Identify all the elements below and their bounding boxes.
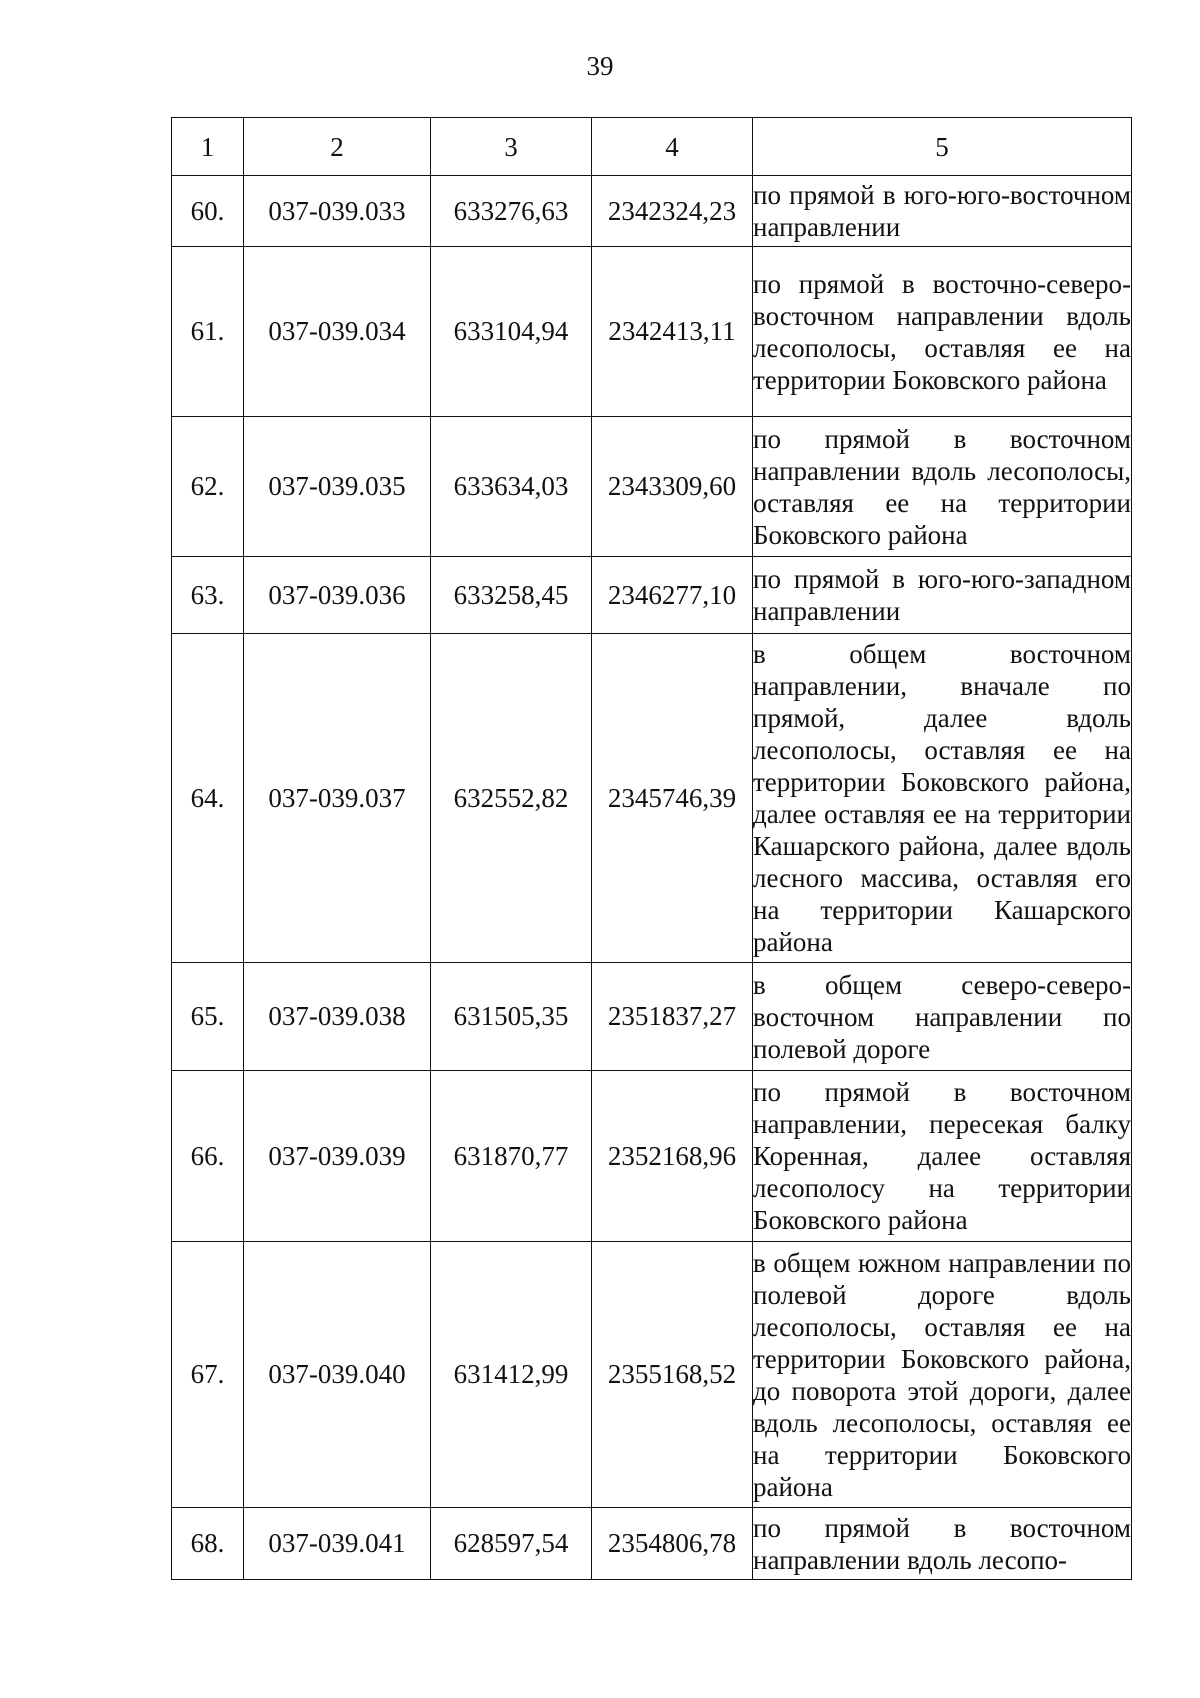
coordinate-y: 2354806,78 <box>592 1508 753 1580</box>
row-number: 64. <box>172 634 244 963</box>
header-row <box>172 118 1132 176</box>
header-col-3: 3 <box>431 118 592 176</box>
point-code: 037-039.040 <box>244 1242 431 1508</box>
table-row <box>172 963 1132 1071</box>
route-description: в общем восточном направлении, вначале по прямой, далее вдоль лесополосы, оставляя ее на территории Боковского района, далее оставляя ее на территории Кашарского района, далее вдоль лесного массива, оставляя его на территории Кашарского района <box>753 634 1132 963</box>
coordinate-y: 2342413,11 <box>592 247 753 417</box>
route-description: в общем северо-северо-восточном направлении по полевой дороге <box>753 963 1132 1071</box>
coordinate-x: 633634,03 <box>431 417 592 557</box>
header-col-5: 5 <box>753 118 1132 176</box>
boundary-points-table <box>171 117 1132 1580</box>
coordinate-y: 2351837,27 <box>592 963 753 1071</box>
table-row <box>172 1242 1132 1508</box>
coordinate-y: 2352168,96 <box>592 1071 753 1242</box>
row-number: 61. <box>172 247 244 417</box>
coordinate-x: 628597,54 <box>431 1508 592 1580</box>
table-row <box>172 176 1132 247</box>
header-col-4: 4 <box>592 118 753 176</box>
row-number: 62. <box>172 417 244 557</box>
row-number: 60. <box>172 176 244 247</box>
coordinate-x: 633104,94 <box>431 247 592 417</box>
table-row <box>172 557 1132 634</box>
point-code: 037-039.039 <box>244 1071 431 1242</box>
point-code: 037-039.034 <box>244 247 431 417</box>
coordinate-x: 633258,45 <box>431 557 592 634</box>
row-number: 63. <box>172 557 244 634</box>
table-row <box>172 247 1132 417</box>
row-number: 66. <box>172 1071 244 1242</box>
coordinate-x: 631505,35 <box>431 963 592 1071</box>
coordinate-y: 2355168,52 <box>592 1242 753 1508</box>
header-col-2: 2 <box>244 118 431 176</box>
route-description: в общем южном направлении по полевой дороге вдоль лесополосы, оставляя ее на территории Боковского района, до поворота этой дороги, далее вдоль лесополосы, оставляя ее на территории Боковского района <box>753 1242 1132 1508</box>
route-description: по прямой в юго-юго-восточном направлении <box>753 176 1132 247</box>
coordinate-y: 2342324,23 <box>592 176 753 247</box>
table-body <box>172 176 1132 1580</box>
table-row <box>172 417 1132 557</box>
point-code: 037-039.037 <box>244 634 431 963</box>
point-code: 037-039.038 <box>244 963 431 1071</box>
route-description: по прямой в восточном направлении вдоль лесопо- <box>753 1508 1132 1580</box>
row-number: 65. <box>172 963 244 1071</box>
point-code: 037-039.041 <box>244 1508 431 1580</box>
row-number: 68. <box>172 1508 244 1580</box>
table-header <box>172 118 1132 176</box>
row-number: 67. <box>172 1242 244 1508</box>
route-description: по прямой в восточном направлении, пересекая балку Коренная, далее оставляя лесополосу на территории Боковского района <box>753 1071 1132 1242</box>
coordinate-x: 632552,82 <box>431 634 592 963</box>
route-description: по прямой в восточно-северо-восточном направлении вдоль лесополосы, оставляя ее на территории Боковского района <box>753 247 1132 417</box>
table-row <box>172 1071 1132 1242</box>
header-col-1: 1 <box>172 118 244 176</box>
point-code: 037-039.036 <box>244 557 431 634</box>
point-code: 037-039.033 <box>244 176 431 247</box>
route-description: по прямой в юго-юго-западном направлении <box>753 557 1132 634</box>
coordinate-x: 633276,63 <box>431 176 592 247</box>
coordinate-y: 2345746,39 <box>592 634 753 963</box>
page-number: 39 <box>586 51 614 81</box>
table-row <box>172 634 1132 963</box>
coordinate-x: 631412,99 <box>431 1242 592 1508</box>
point-code: 037-039.035 <box>244 417 431 557</box>
coordinate-y: 2343309,60 <box>592 417 753 557</box>
table-row <box>172 1508 1132 1580</box>
coordinate-y: 2346277,10 <box>592 557 753 634</box>
route-description: по прямой в восточном направлении вдоль лесополосы, оставляя ее на территории Боковского района <box>753 417 1132 557</box>
coordinate-x: 631870,77 <box>431 1071 592 1242</box>
